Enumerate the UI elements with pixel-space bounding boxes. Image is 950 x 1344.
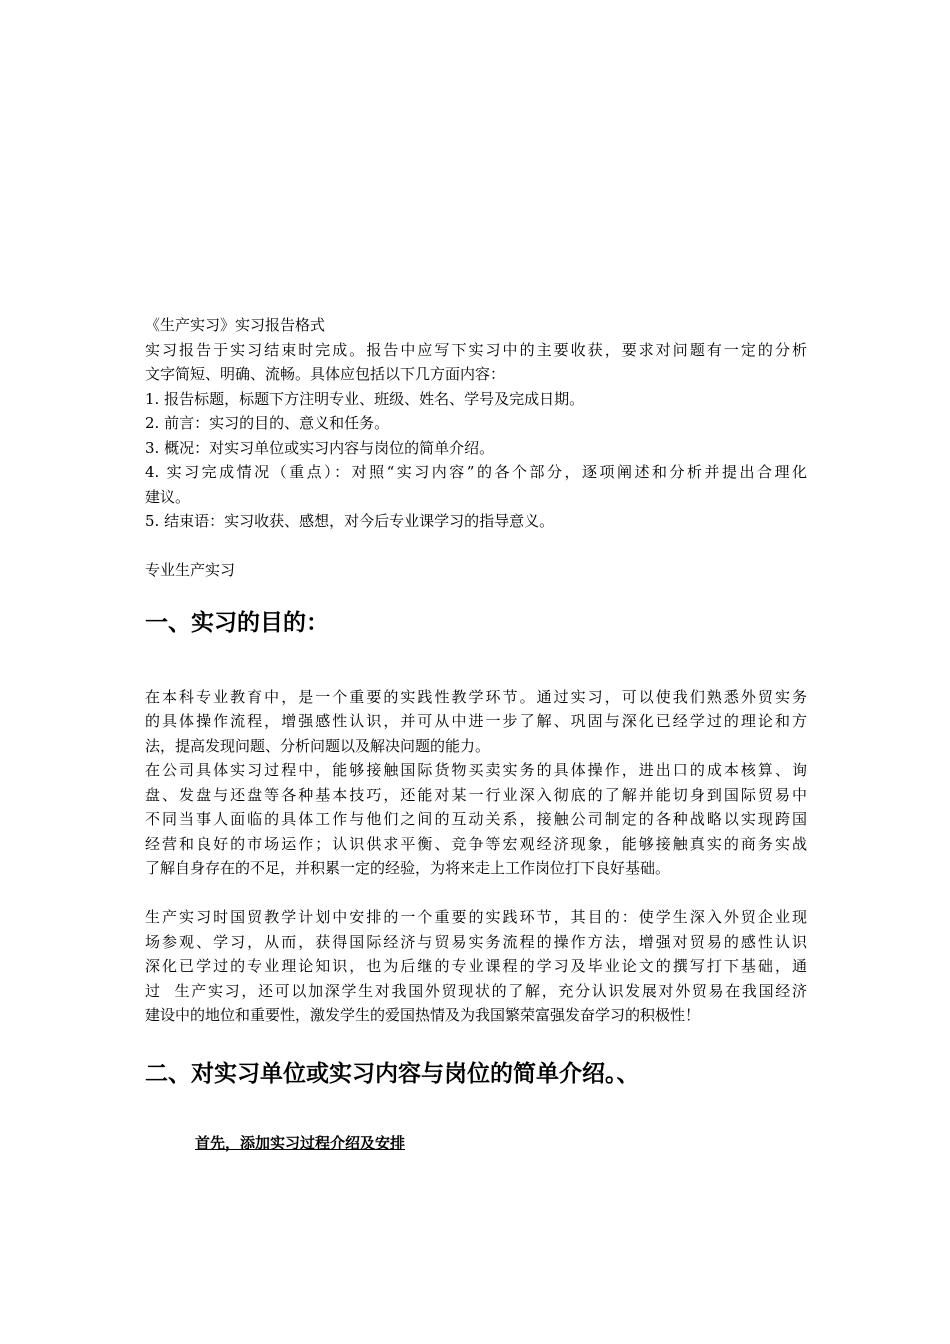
paragraph-line: 场参观、学习，从而，获得国际经济与贸易实务流程的操作方法，增强对贸易的感性认识 [145,932,807,951]
paragraph-line: 生产实习时国贸教学计划中安排的一个重要的实践环节，其目的：使学生深入外贸企业现 [145,908,807,926]
paragraph-line: 经营和良好的市场运作；认识供求平衡、竞争等宏观经济现象，能够接触真实的商务实战 [145,834,807,853]
section-heading: 二、对实习单位或实习内容与岗位的简单介绍。、 [145,1060,640,1087]
document-title: 《生产实习》实习报告格式 [145,316,326,334]
paragraph [145,905,807,1028]
paragraph-line: 在本科专业教育中，是一个重要的实践性教学环节。通过实习，可以使我们熟悉外贸实务 [145,687,807,706]
list-item: 4. 实习完成情况（重点）：对照“实习内容”的各个部分，逐项阐述和分析并提出合理化 [145,463,807,481]
subject-label: 专业生产实习 [145,561,236,579]
paragraph [145,685,807,759]
paragraph [145,758,807,881]
intro-line: 文字简短、明确、流畅。具体应包括以下几方面内容： [145,365,506,383]
document-page [145,313,807,1153]
intro-line: 实习报告于实习结束时完成。报告中应写下实习中的主要收获，要求对问题有一定的分析 [145,340,807,359]
paragraph-line: 在公司具体实习过程中，能够接触国际货物买卖实务的具体操作，进出口的成本核算、询 [145,761,807,779]
paragraph-line: 建设中的地位和重要性，激发学生的爱国热情及为我国繁荣富强发奋学习的积极性！ [145,1006,701,1024]
list-item: 3. 概况：对实习单位或实习内容与岗位的简单介绍。 [145,438,495,457]
list-item: 1. 报告标题，标题下方注明专业、班级、姓名、学号及完成日期。 [145,389,585,408]
paragraph-line: 的具体操作流程，增强感性认识，并可从中进一步了解、巩固与深化已经学过的理论和方 [145,712,807,730]
subsection-heading: 首先，添加实习过程介绍及安排 [195,1133,406,1152]
paragraph-line: 不同当事人面临的具体工作与他们之间的互动关系，接触公司制定的各种战略以实现跨国 [145,810,807,828]
list-item: 5. 结束语：实习收获、感想，对今后专业课学习的指导意义。 [145,512,555,530]
paragraph-line: 了解自身存在的不足，并积累一定的经验，为将来走上工作岗位打下良好基础。 [145,859,671,877]
paragraph-line: 盘、发盘与还盘等各种基本技巧，还能对某一行业深入彻底的了解并能切身到国际贸易中 [145,785,807,804]
list-item-continuation: 建议。 [145,487,191,506]
paragraph-line: 过 生产实习，还可以加深学生对我国外贸现状的了解，充分认识发展对外贸易在我国经济 [145,981,807,1000]
section-heading: 一、实习的目的： [145,609,329,636]
paragraph-line: 深化已学过的专业理论知识，也为后继的专业课程的学习及毕业论文的撰写打下基础，通 [145,957,807,975]
list-item: 2. 前言：实习的目的、意义和任务。 [145,414,390,432]
paragraph-line: 法，提高发现问题、分析问题以及解决问题的能力。 [145,736,491,755]
